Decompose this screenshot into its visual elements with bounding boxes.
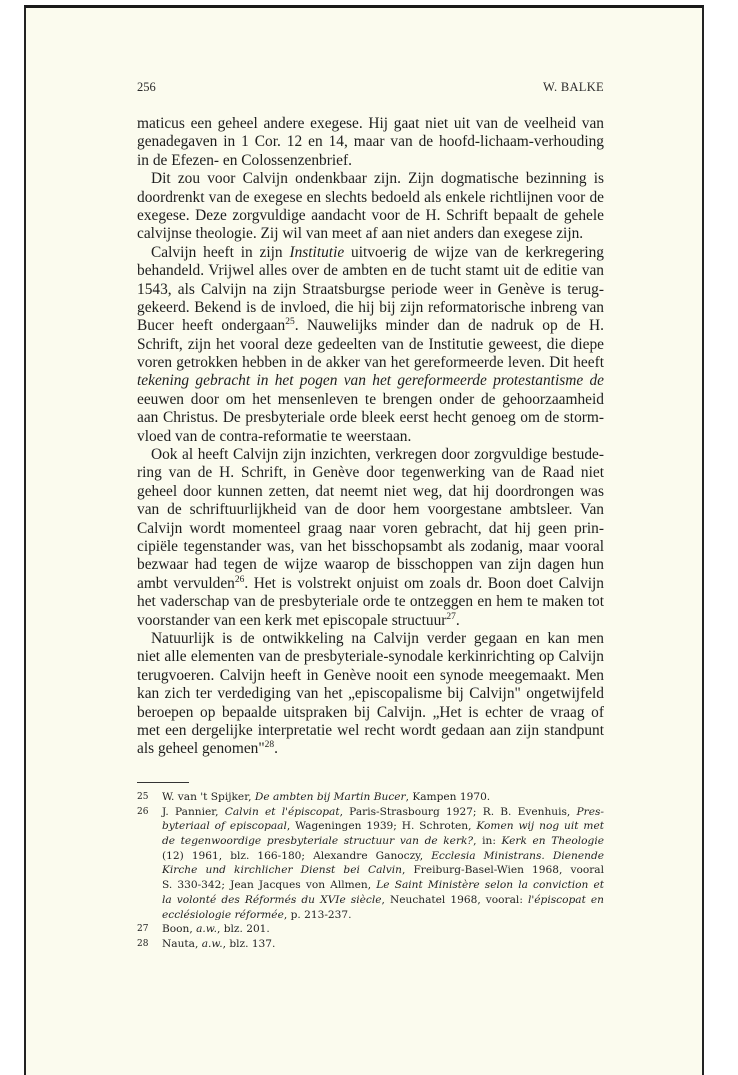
text-run: beroepen op bepaalde uitspraken bij Calvijn. „Het is echter de vraag of [137,703,604,721]
text-run: , Paris-Strasbourg 1927; R. B. Evenhuis, [339,805,577,818]
text-run: . Het is volstrekt onjuist om zoals dr. Boon doet Calvijn [244,574,604,592]
text-line [137,704,604,722]
footnote [137,922,604,937]
text-line [137,336,604,354]
text-run: , blz. 201. [216,923,270,936]
text-line [162,805,604,820]
text-run: ring van de H. Schrift, in Genève door tegenwerking van de Raad niet [137,464,604,482]
text-line [137,446,604,464]
text-line [137,520,604,538]
text-run: , p. 213-237. [283,908,352,921]
text-run: , in: [473,835,502,848]
italic-run: Pres- [576,805,604,818]
text-run: uitvoerig de wijze van de kerkregering [344,243,604,261]
text-line [137,244,604,262]
footnote-reference: 26 [234,574,245,585]
text-line [137,556,604,574]
italic-run: Komen wij nog uit met [476,820,604,833]
italic-run: ecclésiologie réformée [162,908,284,921]
text-run: Natuurlijk is de ontwikkeling na Calvijn verder gegaan en kan men [151,629,604,647]
italic-run: l'épiscopat en [527,893,605,906]
text-run: voren getrokken hebben in de akker van het gereformeerde leven. Dit heeft [137,354,604,372]
text-run: van de schriftuurlijkheid van de door hem voorgestane ambtsleer. Van [137,501,604,519]
text-run: . Nauwelijks minder dan de nadruk op de H. [294,317,604,335]
italic-run: Kerk en Theologie [501,835,604,848]
text-run: , Kampen 1970. [405,791,491,803]
text-line [137,299,604,317]
text-line [137,612,604,630]
text-line [137,133,604,151]
text-line [162,849,604,864]
text-line [137,262,604,280]
text-line [137,685,604,703]
text-run: Schrift, zijn het vooral deze gedeelten van de Institutie geweest, die diepe [137,335,604,353]
text-line [162,834,604,849]
text-line [137,225,604,243]
text-run: Ook al heeft Calvijn zijn inzichten, verkregen door zorgvuldige bestude- [151,446,604,464]
footnotes [137,790,604,952]
footnote [137,805,604,923]
text-run: 1543, als Calvijn na zijn Straatsburgse periode weer in Genève is terug- [137,280,604,298]
text-line [137,409,604,427]
text-line [137,115,604,133]
text-run: genadegaven in 1 Cor. 12 en 14, maar van de hoofd-lichaam-verhouding [137,133,604,151]
footnote [137,937,604,952]
text-line [137,538,604,556]
text-line [162,893,604,908]
running-author: W. BALKE [543,80,604,94]
footnote-divider [137,782,189,783]
text-line [137,593,604,611]
text-line [137,722,604,740]
text-run: met een dergelijke interpretatie wel recht wordt gedaan aan zijn standpunt [137,721,604,739]
text-line [137,648,604,666]
text-line [137,170,604,188]
italic-run: de tegenwoordige presbyteriale structuur van de kerk? [162,835,474,848]
text-run: eeuwen door om het mensenleven te brengen onder de gehoorzaamheid [137,390,604,408]
text-line [137,189,604,207]
footnote [137,790,604,805]
italic-run: Kirche und kirchlicher Dienst bei Calvin [162,864,402,877]
text-run: als geheel genomen" [137,740,265,758]
paragraph [137,244,604,446]
text-line [137,391,604,409]
text-run: kan zich ter verdediging van het „episcopalisme bij Calvijn" ongetwijfeld [137,685,604,703]
footnote-reference: 25 [285,317,295,328]
paragraph [137,630,604,759]
text-run: Nauta, [162,937,202,950]
italic-run: Ecclesia Ministrans. Dienende [431,849,604,862]
text-line [137,740,604,758]
italic-run: a.w. [201,937,223,950]
text-run: behandeld. Vrijwel alles over de ambten en de tucht stamt uit de editie van [137,262,604,280]
footnote-number: 28 [137,938,149,949]
text-run: doordrenkt van de exegese en slechts bedoeld als enkele richtlijnen voor de [137,188,604,206]
text-run: , Freiburg-Basel-Wien 1968, vooral [401,864,604,877]
italic-run: la volonté des Réformés du XVIe siècle [162,893,382,906]
text-run: exegese. Deze zorgvuldige aandacht voor de H. Schrift bepaalt de gehele [137,206,604,224]
italic-run: byteriaal of episcopaal [162,820,287,833]
text-run: , blz. 137. [222,937,276,950]
text-line [162,863,604,878]
text-line [162,937,604,952]
text-run: vloed van de contra-reformatie te weerstaan. [137,427,412,445]
text-line [137,207,604,225]
text-line [162,878,604,893]
footnote-number: 26 [137,806,149,817]
text-line [137,630,604,648]
footnote-number: 27 [137,924,149,935]
text-run: in de Efezen- en Colossenzenbrief. [137,151,352,169]
text-run: terugvoeren. Calvijn heeft in Genève nooit een synode meegemaakt. Men [137,666,604,684]
footnote-number: 25 [137,792,149,802]
text-line [162,922,604,937]
text-line [137,281,604,299]
text-run: , Neuchatel 1968, vooral: [381,893,528,906]
text-run: W. van 't Spijker, [162,791,255,803]
text-line [137,464,604,482]
italic-run: Le Saint Ministère selon la conviction et [376,879,605,892]
text-run: J. Pannier, [162,805,225,818]
text-run: Dit zou voor Calvijn ondenkbaar zijn. Zijn dogmatische bezinning is [151,170,604,188]
text-line [137,501,604,519]
italic-run: De ambten bij Martin Bucer [254,791,406,803]
paragraph [137,446,604,630]
text-run: gekeerd. Bekend is de invloed, die hij bij zijn reformatorische inbreng van [137,298,604,316]
text-line [137,152,604,170]
text-run: maticus een geheel andere exegese. Hij gaat niet uit van de veelheid van [137,115,604,132]
footnote-reference: 28 [264,740,275,751]
text-run: ambt vervulden [137,574,235,592]
text-line [137,317,604,335]
paragraph [137,115,604,170]
italic-run: Institutie [289,243,345,261]
text-line [162,819,604,834]
text-line [137,483,604,501]
text-line [137,575,604,593]
paragraph [137,170,604,244]
text-line [162,790,604,805]
text-run: (12) 1961, blz. 166-180; Alexandre Ganoczy, [162,849,432,862]
text-run: aan Christus. De presbyteriale orde bleek eerst hecht genoeg om de storm- [137,409,604,427]
page-number: 256 [137,80,156,94]
text-line [137,667,604,685]
text-run: . [455,611,460,629]
italic-run: tekening gebracht in het pogen van het gereformeerde protestantisme de [137,372,604,390]
text-run: Boon, [162,923,197,936]
italic-run: Calvin et l'épiscopat [224,805,340,818]
text-run: . [274,740,279,758]
text-run: Bucer heeft ondergaan [137,317,286,335]
text-run: S. 330-342; Jean Jacques von Allmen, [162,879,377,892]
text-line [137,372,604,390]
text-run: Calvijn wordt momenteel graag naar voren gebracht, dat hij geen prin- [137,519,604,537]
text-run: geheel door kunnen zetten, dat neemt niet weg, dat hij doordrongen was [137,482,604,500]
text-line [137,354,604,372]
text-run: calvijnse theologie. Zij wil van meet af aan niet anders dan exegese zijn. [137,225,584,243]
text-run: niet alle elementen van de presbyteriale-synodale kerkinrichting op Calvijn [137,648,604,666]
footnote-reference: 27 [446,611,456,622]
text-run: bezwaar had tegen de wijze waarop de bisschoppen van zijn dagen hun [137,556,604,574]
text-line [137,428,604,446]
body-text [137,115,604,759]
text-run: , Wageningen 1939; H. Schroten, [286,820,477,833]
italic-run: a.w. [196,923,217,936]
text-run: het vaderschap van de presbyteriale orde te ontzeggen en hem te maken tot [137,593,604,611]
text-line [162,908,604,923]
text-run: voorstander van een kerk met episcopale structuur [137,611,447,629]
text-run: cipiële tegenstander was, van het bisschopsambt als zodanig, maar vooral [137,537,604,555]
text-run: Calvijn heeft in zijn [151,243,290,261]
